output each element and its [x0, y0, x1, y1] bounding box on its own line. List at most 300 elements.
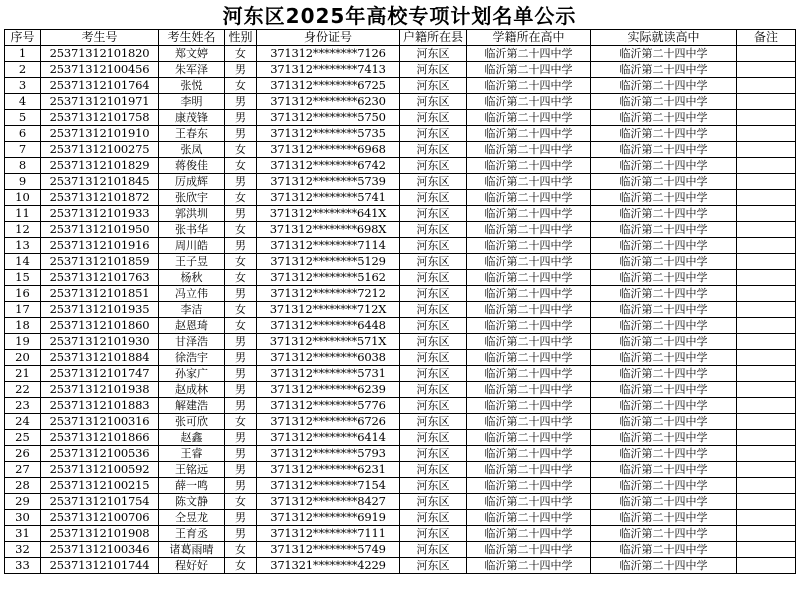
cell-remarks — [737, 334, 796, 350]
cell-gender: 男 — [225, 94, 257, 110]
cell-school-registered: 临沂第二十四中学 — [467, 334, 591, 350]
table-row — [5, 254, 796, 270]
cell-remarks — [737, 206, 796, 222]
cell-school-attending: 临沂第二十四中学 — [591, 430, 737, 446]
cell-seq: 5 — [5, 110, 41, 126]
cell-seq: 13 — [5, 238, 41, 254]
cell-county: 河东区 — [400, 302, 467, 318]
cell-county: 河东区 — [400, 78, 467, 94]
table-row — [5, 302, 796, 318]
cell-seq: 32 — [5, 542, 41, 558]
cell-school-attending: 临沂第二十四中学 — [591, 558, 737, 574]
cell-seq: 15 — [5, 270, 41, 286]
cell-gender: 男 — [225, 238, 257, 254]
cell-remarks — [737, 158, 796, 174]
cell-remarks — [737, 142, 796, 158]
cell-county: 河东区 — [400, 190, 467, 206]
cell-id-number: 371312********6231 — [257, 462, 400, 478]
cell-remarks — [737, 302, 796, 318]
cell-remarks — [737, 478, 796, 494]
cell-county: 河东区 — [400, 558, 467, 574]
cell-id-number: 371312********5776 — [257, 398, 400, 414]
cell-name: 郑文婷 — [159, 46, 225, 62]
cell-school-attending: 临沂第二十四中学 — [591, 526, 737, 542]
cell-name: 赵成林 — [159, 382, 225, 398]
cell-school-attending: 临沂第二十四中学 — [591, 302, 737, 318]
cell-id-number: 371312********6726 — [257, 414, 400, 430]
cell-exam-number: 25371312100346 — [41, 542, 159, 558]
cell-name: 张可欣 — [159, 414, 225, 430]
cell-name: 王春东 — [159, 126, 225, 142]
cell-name: 蒋俊佳 — [159, 158, 225, 174]
cell-school-registered: 临沂第二十四中学 — [467, 158, 591, 174]
cell-exam-number: 25371312101884 — [41, 350, 159, 366]
cell-exam-number: 25371312101950 — [41, 222, 159, 238]
cell-county: 河东区 — [400, 286, 467, 302]
cell-school-attending: 临沂第二十四中学 — [591, 446, 737, 462]
cell-name: 李明 — [159, 94, 225, 110]
cell-seq: 7 — [5, 142, 41, 158]
cell-seq: 23 — [5, 398, 41, 414]
cell-name: 李洁 — [159, 302, 225, 318]
cell-exam-number: 25371312100536 — [41, 446, 159, 462]
cell-id-number: 371312********5793 — [257, 446, 400, 462]
column-header-name: 考生姓名 — [159, 30, 225, 46]
cell-school-attending: 临沂第二十四中学 — [591, 270, 737, 286]
cell-remarks — [737, 238, 796, 254]
cell-gender: 男 — [225, 62, 257, 78]
cell-county: 河东区 — [400, 430, 467, 446]
cell-id-number: 371312********571X — [257, 334, 400, 350]
cell-seq: 2 — [5, 62, 41, 78]
table-row — [5, 382, 796, 398]
cell-seq: 31 — [5, 526, 41, 542]
cell-gender: 女 — [225, 78, 257, 94]
cell-school-attending: 临沂第二十四中学 — [591, 414, 737, 430]
table-row — [5, 174, 796, 190]
cell-school-attending: 临沂第二十四中学 — [591, 398, 737, 414]
cell-school-registered: 临沂第二十四中学 — [467, 318, 591, 334]
cell-gender: 男 — [225, 478, 257, 494]
cell-gender: 男 — [225, 526, 257, 542]
cell-id-number: 371312********6239 — [257, 382, 400, 398]
cell-exam-number: 25371312101758 — [41, 110, 159, 126]
cell-remarks — [737, 510, 796, 526]
cell-school-attending: 临沂第二十四中学 — [591, 142, 737, 158]
cell-name: 王睿 — [159, 446, 225, 462]
cell-school-attending: 临沂第二十四中学 — [591, 494, 737, 510]
cell-name: 郭洪圳 — [159, 206, 225, 222]
cell-seq: 22 — [5, 382, 41, 398]
cell-seq: 4 — [5, 94, 41, 110]
cell-gender: 女 — [225, 46, 257, 62]
cell-gender: 女 — [225, 318, 257, 334]
cell-seq: 19 — [5, 334, 41, 350]
cell-seq: 27 — [5, 462, 41, 478]
cell-remarks — [737, 62, 796, 78]
cell-remarks — [737, 462, 796, 478]
cell-id-number: 371312********5739 — [257, 174, 400, 190]
cell-remarks — [737, 542, 796, 558]
table-row — [5, 238, 796, 254]
cell-exam-number: 25371312101820 — [41, 46, 159, 62]
cell-name: 赵恩琦 — [159, 318, 225, 334]
cell-gender: 男 — [225, 398, 257, 414]
table-row — [5, 334, 796, 350]
cell-id-number: 371312********7111 — [257, 526, 400, 542]
cell-remarks — [737, 126, 796, 142]
cell-gender: 男 — [225, 462, 257, 478]
cell-name: 薛一鸣 — [159, 478, 225, 494]
cell-name: 康茂锋 — [159, 110, 225, 126]
cell-school-attending: 临沂第二十四中学 — [591, 334, 737, 350]
cell-gender: 女 — [225, 414, 257, 430]
cell-id-number: 371321********4229 — [257, 558, 400, 574]
cell-county: 河东区 — [400, 222, 467, 238]
cell-school-attending: 临沂第二十四中学 — [591, 462, 737, 478]
cell-exam-number: 25371312101860 — [41, 318, 159, 334]
cell-id-number: 371312********5750 — [257, 110, 400, 126]
cell-id-number: 371312********5741 — [257, 190, 400, 206]
cell-id-number: 371312********6919 — [257, 510, 400, 526]
cell-exam-number: 25371312100215 — [41, 478, 159, 494]
table-row — [5, 94, 796, 110]
cell-gender: 女 — [225, 542, 257, 558]
cell-name: 朱军泽 — [159, 62, 225, 78]
cell-seq: 18 — [5, 318, 41, 334]
cell-seq: 24 — [5, 414, 41, 430]
cell-county: 河东区 — [400, 446, 467, 462]
cell-school-attending: 临沂第二十四中学 — [591, 174, 737, 190]
cell-id-number: 371312********7413 — [257, 62, 400, 78]
cell-school-attending: 临沂第二十四中学 — [591, 94, 737, 110]
cell-seq: 1 — [5, 46, 41, 62]
cell-remarks — [737, 94, 796, 110]
cell-remarks — [737, 46, 796, 62]
table-row — [5, 526, 796, 542]
cell-school-registered: 临沂第二十四中学 — [467, 206, 591, 222]
cell-id-number: 371312********6448 — [257, 318, 400, 334]
cell-school-registered: 临沂第二十四中学 — [467, 126, 591, 142]
cell-exam-number: 25371312101908 — [41, 526, 159, 542]
header-row — [5, 30, 796, 46]
cell-county: 河东区 — [400, 94, 467, 110]
table-row — [5, 398, 796, 414]
column-header-gender: 性别 — [225, 30, 257, 46]
cell-exam-number: 25371312101754 — [41, 494, 159, 510]
cell-gender: 女 — [225, 270, 257, 286]
cell-id-number: 371312********8427 — [257, 494, 400, 510]
cell-gender: 女 — [225, 158, 257, 174]
cell-county: 河东区 — [400, 350, 467, 366]
cell-school-registered: 临沂第二十四中学 — [467, 78, 591, 94]
cell-school-registered: 临沂第二十四中学 — [467, 174, 591, 190]
column-header-school-attending: 实际就读高中 — [591, 30, 737, 46]
cell-id-number: 371312********712X — [257, 302, 400, 318]
cell-gender: 女 — [225, 302, 257, 318]
cell-exam-number: 25371312101744 — [41, 558, 159, 574]
cell-exam-number: 25371312101829 — [41, 158, 159, 174]
cell-remarks — [737, 270, 796, 286]
cell-exam-number: 25371312101971 — [41, 94, 159, 110]
cell-gender: 男 — [225, 206, 257, 222]
cell-county: 河东区 — [400, 174, 467, 190]
cell-exam-number: 25371312101883 — [41, 398, 159, 414]
table-row — [5, 366, 796, 382]
cell-gender: 女 — [225, 222, 257, 238]
cell-school-registered: 临沂第二十四中学 — [467, 222, 591, 238]
cell-exam-number: 25371312101910 — [41, 126, 159, 142]
cell-school-registered: 临沂第二十四中学 — [467, 366, 591, 382]
cell-seq: 21 — [5, 366, 41, 382]
cell-exam-number: 25371312101845 — [41, 174, 159, 190]
cell-school-attending: 临沂第二十四中学 — [591, 62, 737, 78]
cell-county: 河东区 — [400, 270, 467, 286]
table-row — [5, 318, 796, 334]
cell-county: 河东区 — [400, 334, 467, 350]
cell-school-attending: 临沂第二十四中学 — [591, 318, 737, 334]
cell-id-number: 371312********6725 — [257, 78, 400, 94]
cell-id-number: 371312********5162 — [257, 270, 400, 286]
table-row — [5, 510, 796, 526]
cell-gender: 男 — [225, 334, 257, 350]
cell-gender: 男 — [225, 286, 257, 302]
cell-school-attending: 临沂第二十四中学 — [591, 254, 737, 270]
cell-name: 徐浩宇 — [159, 350, 225, 366]
cell-county: 河东区 — [400, 462, 467, 478]
cell-seq: 3 — [5, 78, 41, 94]
cell-county: 河东区 — [400, 206, 467, 222]
cell-id-number: 371312********6414 — [257, 430, 400, 446]
cell-exam-number: 25371312101866 — [41, 430, 159, 446]
cell-school-registered: 临沂第二十四中学 — [467, 382, 591, 398]
cell-seq: 25 — [5, 430, 41, 446]
cell-seq: 28 — [5, 478, 41, 494]
cell-remarks — [737, 558, 796, 574]
cell-remarks — [737, 366, 796, 382]
cell-school-registered: 临沂第二十四中学 — [467, 254, 591, 270]
cell-exam-number: 25371312101764 — [41, 78, 159, 94]
cell-gender: 女 — [225, 142, 257, 158]
cell-county: 河东区 — [400, 382, 467, 398]
table-row — [5, 190, 796, 206]
table-row — [5, 430, 796, 446]
cell-school-registered: 临沂第二十四中学 — [467, 414, 591, 430]
cell-remarks — [737, 78, 796, 94]
cell-remarks — [737, 398, 796, 414]
cell-remarks — [737, 110, 796, 126]
cell-seq: 17 — [5, 302, 41, 318]
cell-seq: 10 — [5, 190, 41, 206]
column-header-id-number: 身份证号 — [257, 30, 400, 46]
cell-county: 河东区 — [400, 526, 467, 542]
table-body — [5, 46, 796, 574]
cell-name: 孙家广 — [159, 366, 225, 382]
cell-school-registered: 临沂第二十四中学 — [467, 494, 591, 510]
cell-school-attending: 临沂第二十四中学 — [591, 382, 737, 398]
table-row — [5, 558, 796, 574]
cell-school-registered: 临沂第二十四中学 — [467, 526, 591, 542]
cell-name: 陈文静 — [159, 494, 225, 510]
cell-school-registered: 临沂第二十四中学 — [467, 558, 591, 574]
document-sheet — [4, 3, 795, 574]
document-title: 河东区2025年高校专项计划名单公示 — [222, 4, 577, 28]
cell-remarks — [737, 190, 796, 206]
cell-exam-number: 25371312101859 — [41, 254, 159, 270]
cell-exam-number: 25371312100456 — [41, 62, 159, 78]
cell-gender: 男 — [225, 110, 257, 126]
cell-id-number: 371312********5735 — [257, 126, 400, 142]
cell-school-registered: 临沂第二十四中学 — [467, 142, 591, 158]
cell-name: 甘泽浩 — [159, 334, 225, 350]
cell-county: 河东区 — [400, 510, 467, 526]
cell-id-number: 371312********698X — [257, 222, 400, 238]
cell-school-registered: 临沂第二十四中学 — [467, 94, 591, 110]
cell-school-registered: 临沂第二十四中学 — [467, 510, 591, 526]
cell-remarks — [737, 414, 796, 430]
table-row — [5, 542, 796, 558]
table-row — [5, 462, 796, 478]
table-row — [5, 142, 796, 158]
cell-gender: 女 — [225, 254, 257, 270]
cell-seq: 33 — [5, 558, 41, 574]
cell-county: 河东区 — [400, 126, 467, 142]
cell-seq: 20 — [5, 350, 41, 366]
cell-seq: 30 — [5, 510, 41, 526]
cell-id-number: 371312********641X — [257, 206, 400, 222]
cell-county: 河东区 — [400, 110, 467, 126]
cell-county: 河东区 — [400, 542, 467, 558]
cell-remarks — [737, 222, 796, 238]
table-row — [5, 270, 796, 286]
cell-gender: 男 — [225, 510, 257, 526]
column-header-exam-number: 考生号 — [41, 30, 159, 46]
cell-remarks — [737, 174, 796, 190]
cell-county: 河东区 — [400, 142, 467, 158]
cell-school-attending: 临沂第二十四中学 — [591, 286, 737, 302]
cell-name: 厉成辉 — [159, 174, 225, 190]
cell-seq: 29 — [5, 494, 41, 510]
cell-name: 王铭远 — [159, 462, 225, 478]
table-row — [5, 222, 796, 238]
cell-exam-number: 25371312101930 — [41, 334, 159, 350]
cell-school-attending: 临沂第二十四中学 — [591, 158, 737, 174]
cell-seq: 9 — [5, 174, 41, 190]
cell-remarks — [737, 350, 796, 366]
cell-remarks — [737, 446, 796, 462]
cell-school-attending: 临沂第二十四中学 — [591, 478, 737, 494]
table-row — [5, 78, 796, 94]
cell-school-registered: 临沂第二十四中学 — [467, 286, 591, 302]
cell-school-registered: 临沂第二十四中学 — [467, 302, 591, 318]
cell-school-attending: 临沂第二十四中学 — [591, 206, 737, 222]
column-header-county: 户籍所在县 — [400, 30, 467, 46]
cell-county: 河东区 — [400, 366, 467, 382]
cell-gender: 女 — [225, 494, 257, 510]
cell-county: 河东区 — [400, 494, 467, 510]
cell-name: 冯立伟 — [159, 286, 225, 302]
cell-school-registered: 临沂第二十四中学 — [467, 62, 591, 78]
cell-school-attending: 临沂第二十四中学 — [591, 126, 737, 142]
cell-school-registered: 临沂第二十四中学 — [467, 350, 591, 366]
cell-gender: 男 — [225, 366, 257, 382]
table-row — [5, 206, 796, 222]
cell-id-number: 371312********7212 — [257, 286, 400, 302]
cell-name: 王子昱 — [159, 254, 225, 270]
cell-id-number: 371312********6968 — [257, 142, 400, 158]
cell-exam-number: 25371312100316 — [41, 414, 159, 430]
cell-gender: 女 — [225, 558, 257, 574]
cell-name: 杨秋 — [159, 270, 225, 286]
cell-remarks — [737, 382, 796, 398]
cell-name: 周川皓 — [159, 238, 225, 254]
cell-seq: 16 — [5, 286, 41, 302]
cell-gender: 男 — [225, 382, 257, 398]
cell-school-registered: 临沂第二十四中学 — [467, 398, 591, 414]
cell-exam-number: 25371312101872 — [41, 190, 159, 206]
cell-name: 仝昱龙 — [159, 510, 225, 526]
cell-school-registered: 临沂第二十四中学 — [467, 238, 591, 254]
cell-school-registered: 临沂第二十四中学 — [467, 190, 591, 206]
cell-county: 河东区 — [400, 398, 467, 414]
cell-school-registered: 临沂第二十四中学 — [467, 446, 591, 462]
cell-school-attending: 临沂第二十四中学 — [591, 190, 737, 206]
cell-county: 河东区 — [400, 414, 467, 430]
cell-school-registered: 临沂第二十四中学 — [467, 46, 591, 62]
cell-school-attending: 临沂第二十四中学 — [591, 366, 737, 382]
table-row — [5, 286, 796, 302]
column-header-school-registered: 学籍所在高中 — [467, 30, 591, 46]
cell-exam-number: 25371312101938 — [41, 382, 159, 398]
cell-school-registered: 临沂第二十四中学 — [467, 110, 591, 126]
cell-name: 解建浩 — [159, 398, 225, 414]
cell-gender: 男 — [225, 430, 257, 446]
table-row — [5, 62, 796, 78]
cell-id-number: 371312********7126 — [257, 46, 400, 62]
cell-gender: 男 — [225, 446, 257, 462]
cell-exam-number: 25371312100592 — [41, 462, 159, 478]
cell-exam-number: 25371312101933 — [41, 206, 159, 222]
cell-school-attending: 临沂第二十四中学 — [591, 510, 737, 526]
table-row — [5, 478, 796, 494]
cell-county: 河东区 — [400, 46, 467, 62]
cell-remarks — [737, 526, 796, 542]
cell-id-number: 371312********5749 — [257, 542, 400, 558]
cell-seq: 12 — [5, 222, 41, 238]
cell-county: 河东区 — [400, 238, 467, 254]
cell-id-number: 371312********5129 — [257, 254, 400, 270]
cell-gender: 男 — [225, 174, 257, 190]
cell-seq: 6 — [5, 126, 41, 142]
cell-remarks — [737, 494, 796, 510]
cell-school-registered: 临沂第二十四中学 — [467, 430, 591, 446]
cell-remarks — [737, 318, 796, 334]
cell-name: 王育丞 — [159, 526, 225, 542]
table-row — [5, 126, 796, 142]
cell-remarks — [737, 254, 796, 270]
table-row — [5, 446, 796, 462]
table-row — [5, 350, 796, 366]
table-row — [5, 110, 796, 126]
table-row — [5, 46, 796, 62]
cell-name: 张欣宇 — [159, 190, 225, 206]
cell-exam-number: 25371312100706 — [41, 510, 159, 526]
cell-id-number: 371312********6230 — [257, 94, 400, 110]
cell-remarks — [737, 286, 796, 302]
cell-id-number: 371312********6038 — [257, 350, 400, 366]
table-row — [5, 158, 796, 174]
cell-exam-number: 25371312100275 — [41, 142, 159, 158]
